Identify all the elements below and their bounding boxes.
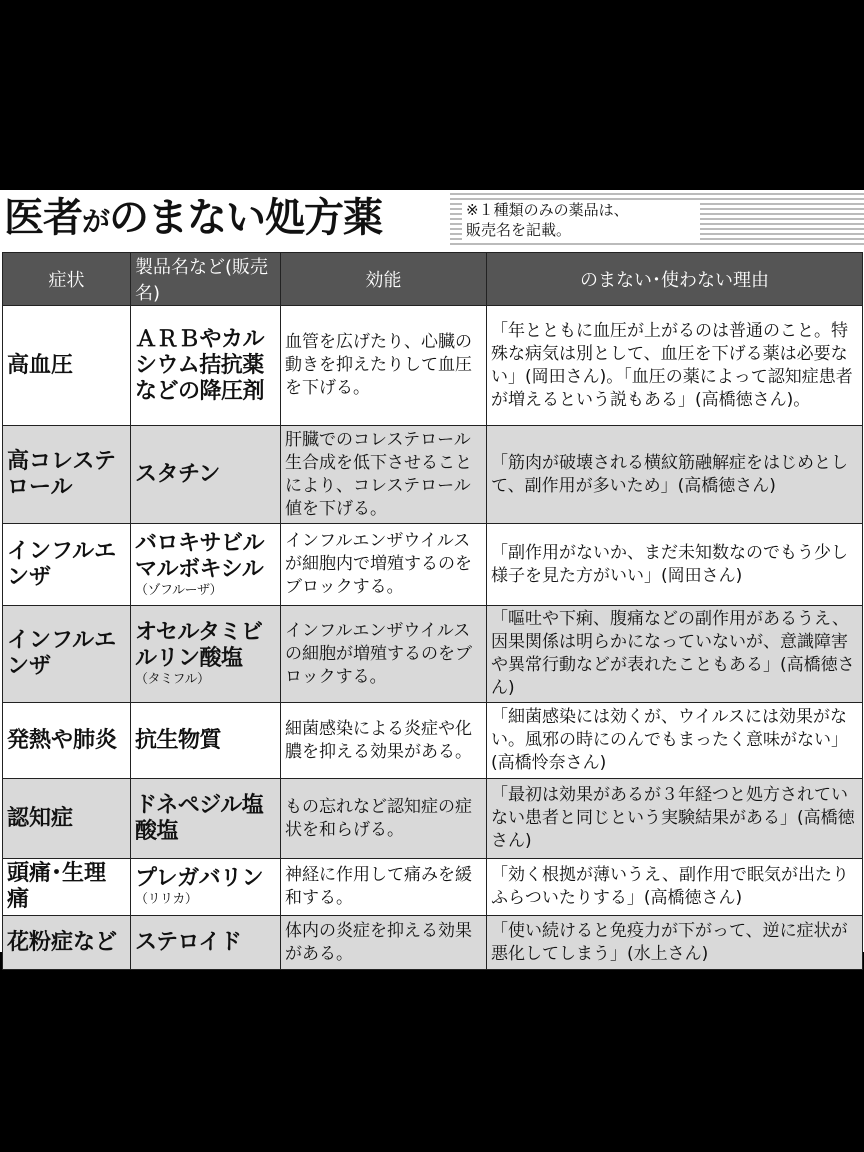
symptom-cell: 高コレステロール bbox=[3, 426, 131, 524]
drug-name: ＡＲＢやカルシウム拮抗薬などの降圧剤 bbox=[135, 326, 265, 404]
table-row bbox=[3, 859, 863, 916]
table-row bbox=[3, 426, 863, 524]
drug-name: プレガバリン bbox=[135, 866, 264, 891]
drug-cell bbox=[131, 703, 281, 779]
title-bar bbox=[0, 190, 864, 248]
drug-cell bbox=[131, 916, 281, 970]
drug-cell bbox=[131, 779, 281, 859]
footnote-line-1: ※１種類のみの薬品は、 bbox=[466, 201, 629, 219]
table-row bbox=[3, 916, 863, 970]
effect-cell: 細菌感染による炎症や化膿を抑える効果がある。 bbox=[281, 703, 487, 779]
effect-cell: 肝臓でのコレステロール生合成を低下させることにより、コレステロール値を下げる。 bbox=[281, 426, 487, 524]
brand-name: （リリカ） bbox=[135, 892, 198, 907]
effect-cell: 血管を広げたり、心臓の動きを抑えたりして血圧を下げる。 bbox=[281, 306, 487, 426]
symptom-cell: 発熱や肺炎 bbox=[3, 703, 131, 779]
drug-cell bbox=[131, 524, 281, 606]
reason-cell: 「使い続けると免疫力が下がって、逆に症状が悪化してしまう」(水上さん) bbox=[487, 916, 863, 970]
table-row bbox=[3, 779, 863, 859]
drug-table bbox=[2, 252, 863, 970]
title-part-3: のまない処方薬 bbox=[109, 195, 383, 241]
footnote bbox=[462, 200, 700, 240]
symptom-cell: インフルエンザ bbox=[3, 524, 131, 606]
table-row bbox=[3, 524, 863, 606]
effect-cell: インフルエンザウイルスの細胞が増殖するのをブロックする。 bbox=[281, 606, 487, 703]
table-row bbox=[3, 306, 863, 426]
drug-cell bbox=[131, 859, 281, 916]
reason-cell: 「嘔吐や下痢、腹痛などの副作用があるうえ、因果関係は明らかになっていないが、意識障害や異常行動などが表れたこともある」(高橋徳さん) bbox=[487, 606, 863, 703]
drug-name: オセルタミビルリン酸塩 bbox=[135, 620, 263, 671]
symptom-cell: 高血圧 bbox=[3, 306, 131, 426]
footnote-line-2: 販売名を記載。 bbox=[466, 221, 572, 239]
drug-name: ドネペジル塩酸塩 bbox=[135, 792, 264, 844]
symptom-cell: インフルエンザ bbox=[3, 606, 131, 703]
drug-cell bbox=[131, 606, 281, 703]
effect-cell: もの忘れなど認知症の症状を和らげる。 bbox=[281, 779, 487, 859]
drug-chart-panel bbox=[0, 190, 864, 964]
brand-name: （ゾフルーザ） bbox=[135, 582, 222, 598]
drug-name: バロキサビルマルボキシル bbox=[135, 530, 265, 582]
header-reason: のまない･使わない理由 bbox=[487, 253, 863, 306]
symptom-cell: 花粉症など bbox=[3, 916, 131, 970]
reason-cell: 「細菌感染には効くが、ウイルスには効果がない。風邪の時にのんでもまったく意味がない」(高橋怜奈さん) bbox=[487, 703, 863, 779]
title-part-2: が bbox=[82, 205, 110, 238]
reason-cell: 「筋肉が破壊される横紋筋融解症をはじめとして、副作用が多いため」(高橋徳さん) bbox=[487, 426, 863, 524]
drug-name: 抗生物質 bbox=[135, 727, 222, 753]
reason-cell: 「最初は効果があるが３年経つと処方されていない患者と同じという実験結果がある」(高橋徳さん) bbox=[487, 779, 863, 859]
table-header-row bbox=[3, 253, 863, 306]
page-title bbox=[4, 194, 382, 246]
title-part-1: 医者 bbox=[4, 195, 82, 241]
effect-cell: インフルエンザウイルスが細胞内で増殖するのをブロックする。 bbox=[281, 524, 487, 606]
reason-cell: 「効く根拠が薄いうえ、副作用で眠気が出たりふらついたりする」(高橋徳さん) bbox=[487, 859, 863, 916]
reason-cell: 「副作用がないか、まだ未知数なのでもう少し様子を見た方がいい」(岡田さん) bbox=[487, 524, 863, 606]
drug-cell bbox=[131, 426, 281, 524]
drug-name: スタチン bbox=[135, 461, 220, 487]
drug-cell bbox=[131, 306, 281, 426]
brand-name: （タミフル） bbox=[135, 672, 210, 687]
table-row bbox=[3, 703, 863, 779]
drug-name: ステロイド bbox=[135, 929, 242, 955]
header-product: 製品名など(販売名) bbox=[131, 253, 281, 306]
symptom-cell: 頭痛･生理痛 bbox=[3, 859, 131, 916]
header-symptom: 症状 bbox=[3, 253, 131, 306]
effect-cell: 神経に作用して痛みを緩和する。 bbox=[281, 859, 487, 916]
symptom-cell: 認知症 bbox=[3, 779, 131, 859]
effect-cell: 体内の炎症を抑える効果がある。 bbox=[281, 916, 487, 970]
header-effect: 効能 bbox=[281, 253, 487, 306]
table-row bbox=[3, 606, 863, 703]
reason-cell: 「年とともに血圧が上がるのは普通のこと。特殊な病気は別として、血圧を下げる薬は必要ない」(岡田さん)。「血圧の薬によって認知症患者が増えるという説もある」(高橋徳さん)。 bbox=[487, 306, 863, 426]
